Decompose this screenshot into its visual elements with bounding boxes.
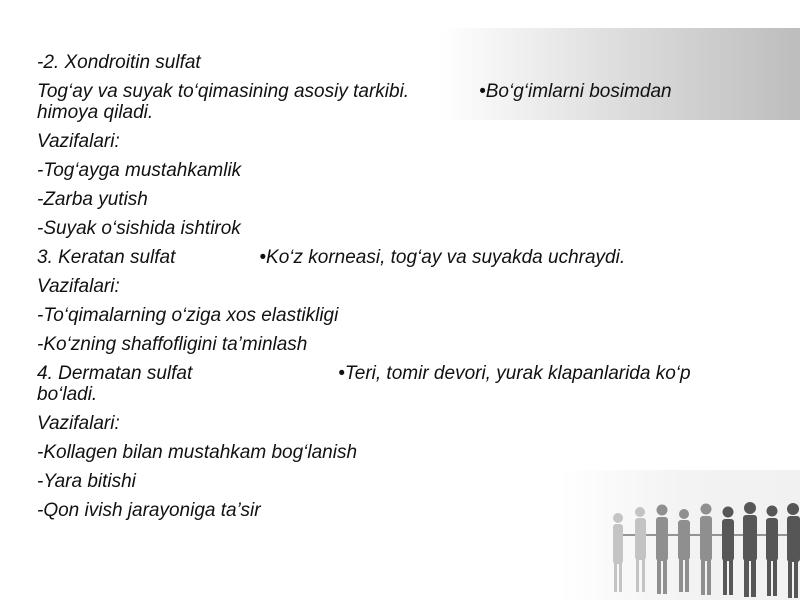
keratan-title: 3. Keratan sulfat — [37, 247, 176, 268]
function-item: -Kollagen bilan mustahkam bog‘lanish — [37, 442, 358, 463]
vazifalari-label-1: Vazifalari: — [37, 131, 120, 152]
function-item: -Tog‘ayga mustahkamlik — [37, 160, 242, 181]
function-item: -To‘qimalarning o‘ziga xos elastikligi — [37, 305, 339, 326]
xondroitin-bullet: •Bo‘g‘imlarni bosimdan — [479, 81, 672, 102]
dermatan-bullet: •Teri, tomir devori, yurak klapanlarida ko‘p — [338, 363, 691, 384]
function-item: -Ko‘zning shaffofligini ta’minlash — [37, 334, 308, 355]
heading-keratan — [37, 247, 767, 268]
vazifalari-label-2: Vazifalari: — [37, 276, 120, 297]
xondroitin-description — [37, 81, 767, 123]
function-item: -Yara bitishi — [37, 471, 136, 492]
xondroitin-composition: Tog‘ay va suyak to‘qimasining asosiy tarkibi. — [37, 81, 410, 102]
keratan-bullet: •Ko‘z korneasi, tog‘ay va suyakda uchraydi. — [259, 247, 626, 268]
function-item: -Suyak o‘sishida ishtirok — [37, 218, 241, 239]
heading-dermatan — [37, 363, 767, 405]
xondroitin-bullet-cont: himoya qiladi. — [37, 102, 154, 123]
function-item: -Qon ivish jarayoniga ta’sir — [37, 500, 261, 521]
function-item: -Zarba yutish — [37, 189, 148, 210]
slide-body — [37, 52, 767, 521]
dermatan-title: 4. Dermatan sulfat — [37, 363, 193, 384]
dermatan-bullet-cont: bo‘ladi. — [37, 384, 98, 405]
vazifalari-label-3: Vazifalari: — [37, 413, 120, 434]
heading-xondroitin: -2. Xondroitin sulfat — [37, 52, 201, 73]
